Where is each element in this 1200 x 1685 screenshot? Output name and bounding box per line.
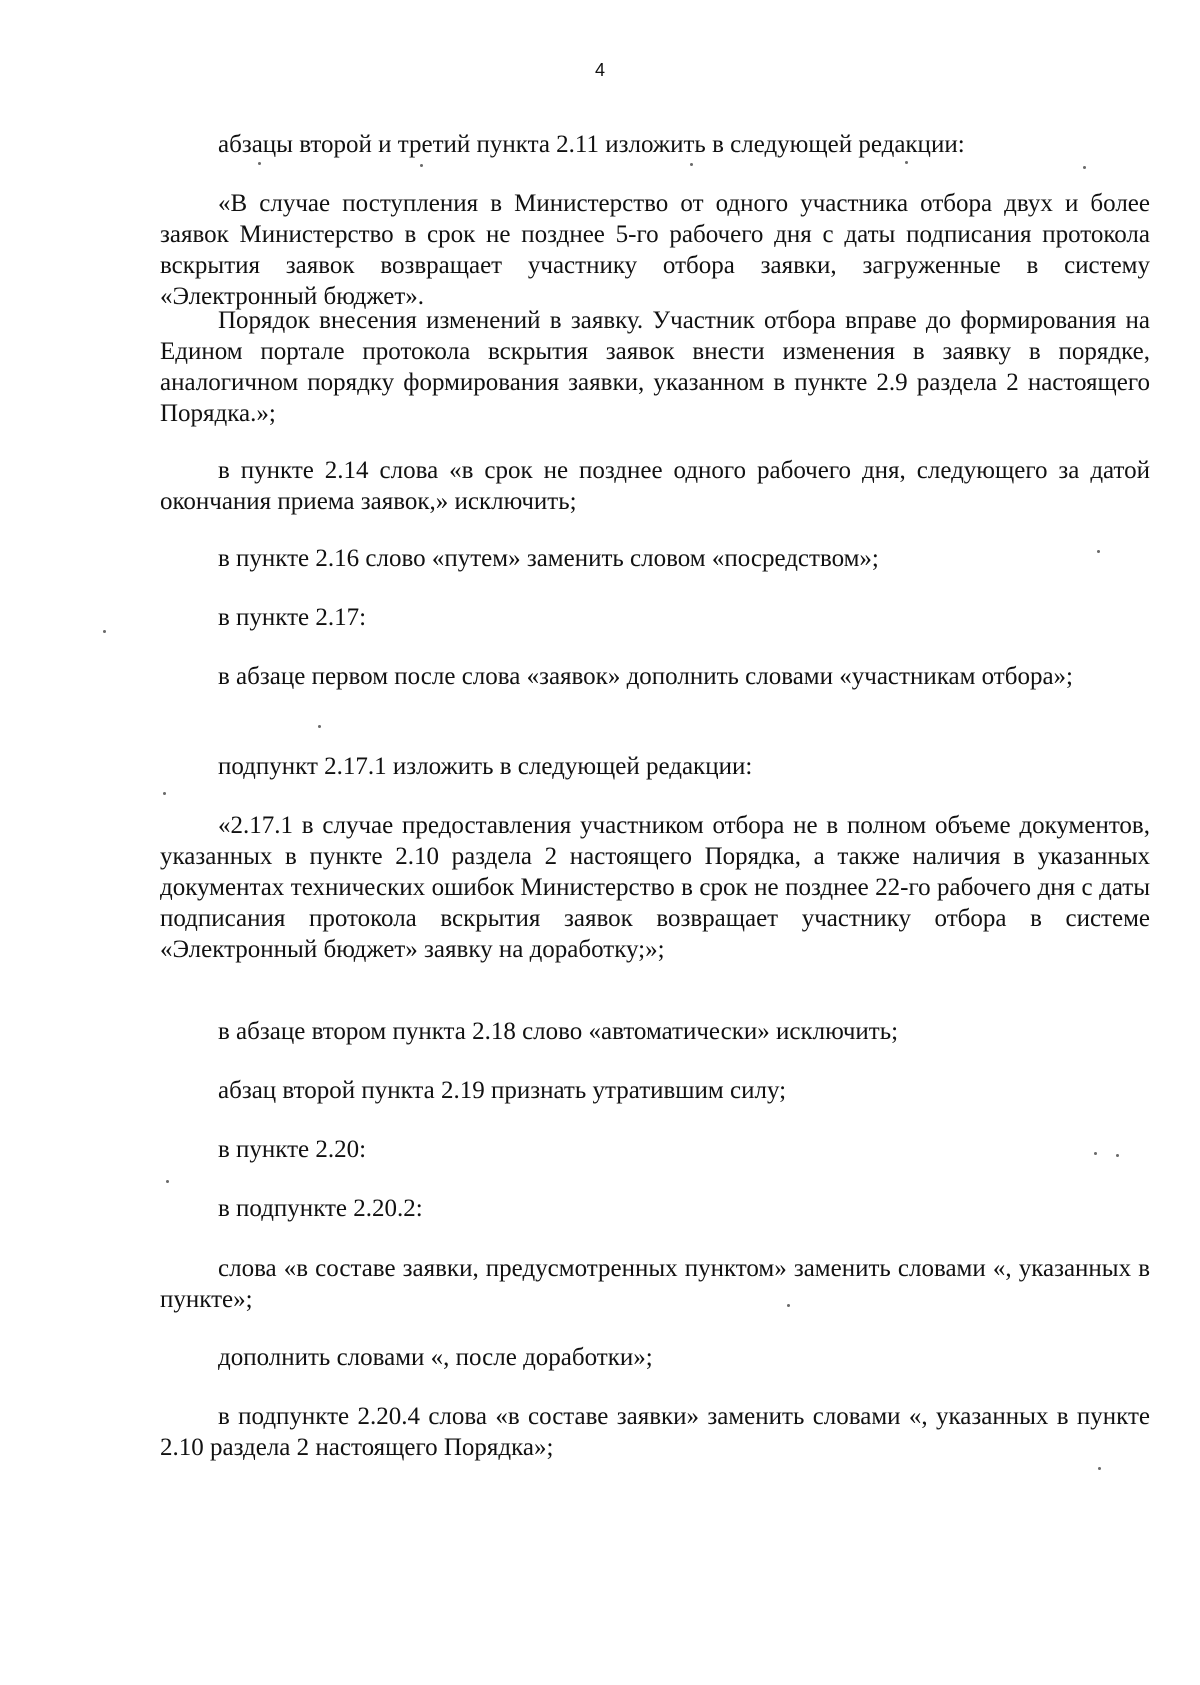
- paragraph-5: [160, 543, 1150, 574]
- paragraph-text: в пункте 2.20:: [218, 1136, 367, 1163]
- paragraph-8: [160, 751, 1150, 782]
- scan-speck: [1098, 1467, 1101, 1470]
- paragraph-15: [160, 1342, 1150, 1373]
- paragraph-4: [160, 455, 1150, 517]
- paragraph-14: [160, 1253, 1150, 1315]
- scan-speck: [318, 725, 321, 728]
- paragraph-11: [160, 1075, 1150, 1106]
- scan-speck: [103, 630, 106, 633]
- paragraph-16: [160, 1401, 1150, 1463]
- paragraph-text: абзацы второй и третий пункта 2.11 изложить в следующей редакции:: [218, 131, 965, 158]
- scan-speck: [905, 161, 908, 164]
- page-number: 4: [594, 60, 605, 80]
- scan-speck: [1094, 1152, 1097, 1155]
- paragraph-text: в пункте 2.14 слова «в срок не позднее одного рабочего дня, следующего за датой окончания приема заявок,» исключить;: [160, 457, 1150, 515]
- paragraph-10: [160, 1016, 1150, 1047]
- paragraph-2: [160, 188, 1150, 312]
- paragraph-text: в пункте 2.17:: [218, 604, 367, 631]
- scan-speck: [690, 163, 693, 166]
- paragraph-text: в пункте 2.16 слово «путем» заменить словом «посредством»;: [218, 545, 879, 572]
- paragraph-text: дополнить словами «, после доработки»;: [218, 1344, 653, 1371]
- paragraph-9: [160, 810, 1150, 965]
- scan-speck: [163, 792, 166, 795]
- scan-speck: [787, 1304, 790, 1307]
- paragraph-text: в подпункте 2.20.2:: [218, 1195, 423, 1222]
- paragraph-1: [160, 129, 1150, 160]
- scan-speck: [1097, 550, 1100, 553]
- paragraph-text: Порядок внесения изменений в заявку. Участник отбора вправе до формирования на Едином портале протокола вскрытия заявок внести изменения в заявку в порядке, аналогичном порядку формирования заявки, указанном в пункте 2.9 раздела 2 настоящего Порядка.»;: [160, 307, 1150, 427]
- paragraph-text: подпункт 2.17.1 изложить в следующей редакции:: [218, 753, 753, 780]
- paragraph-text: абзац второй пункта 2.19 признать утратившим силу;: [218, 1077, 787, 1104]
- paragraph-7: [160, 661, 1150, 692]
- scan-speck: [1116, 1154, 1119, 1157]
- paragraph-text: «В случае поступления в Министерство от одного участника отбора двух и более заявок Министерство в срок не позднее 5-го рабочего дня с даты подписания протокола вскрытия заявок возвращает участнику отбора заявки, загруженные в систему «Электронный бюджет».: [160, 190, 1150, 310]
- paragraph-text: в подпункте 2.20.4 слова «в составе заявки» заменить словами «, указанных в пункте 2.10 раздела 2 настоящего Порядка»;: [160, 1403, 1150, 1461]
- paragraph-3: [160, 305, 1150, 429]
- paragraph-text: в абзаце втором пункта 2.18 слово «автоматически» исключить;: [218, 1018, 899, 1045]
- scan-speck: [420, 164, 423, 167]
- scan-speck: [166, 1180, 169, 1183]
- paragraph-6: [160, 602, 1150, 633]
- paragraph-13: [160, 1193, 1150, 1224]
- paragraph-text: «2.17.1 в случае предоставления участником отбора не в полном объеме документов, указанных в пункте 2.10 раздела 2 настоящего Порядка, а также наличия в указанных документах технических ошибок Министерство в срок не позднее 22-го рабочего дня с даты подписания протокола вскрытия заявок возвращает участнику отбора в системе «Электронный бюджет» заявку на доработку;»;: [160, 812, 1150, 963]
- scan-speck: [1083, 166, 1086, 169]
- scan-speck: [258, 162, 261, 165]
- paragraph-12: [160, 1134, 1150, 1165]
- paragraph-text: в абзаце первом после слова «заявок» дополнить словами «участникам отбора»;: [218, 663, 1073, 690]
- paragraph-text: слова «в составе заявки, предусмотренных пунктом» заменить словами «, указанных в пункте»;: [160, 1255, 1150, 1313]
